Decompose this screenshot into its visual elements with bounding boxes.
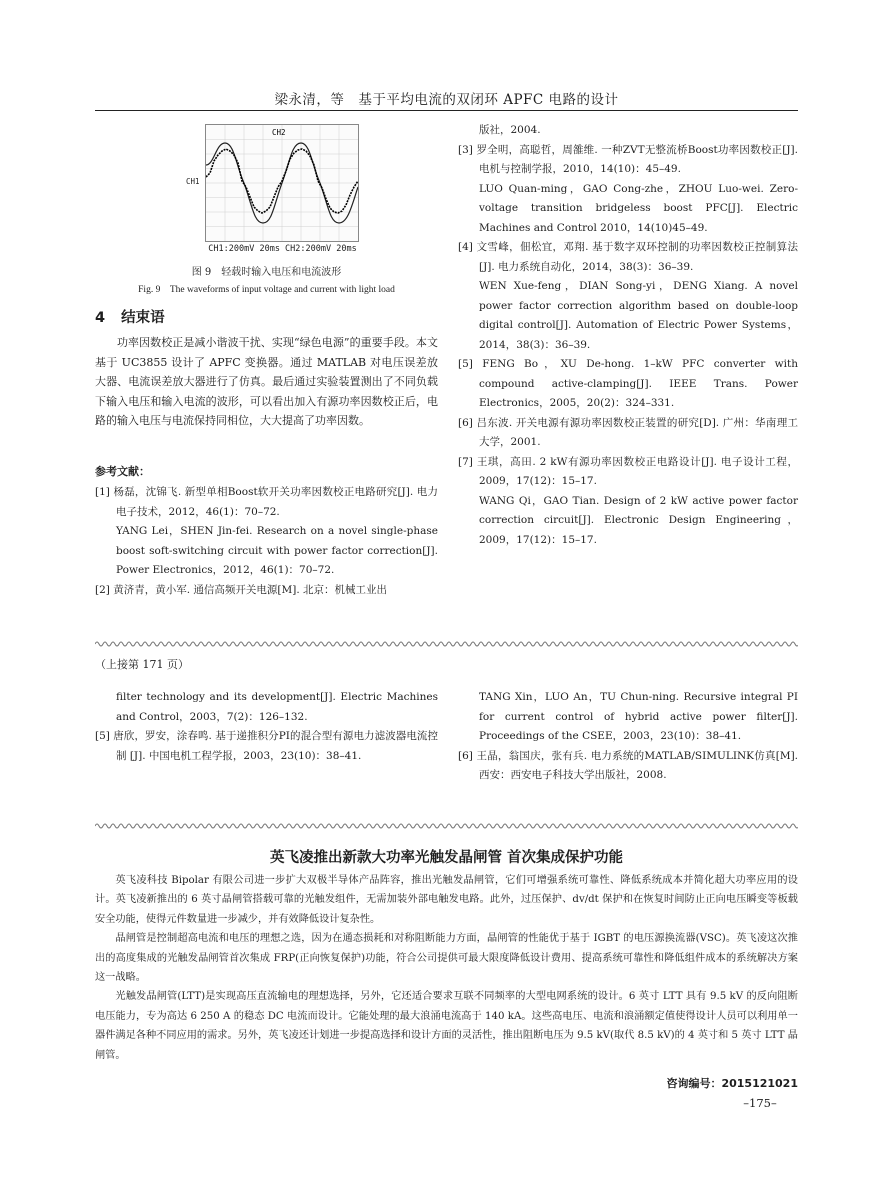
news-body [95,871,798,1065]
reference-item: [2] 黄济青，黄小军. 通信高频开关电源[M]. 北京：机械工业出 [95,583,388,596]
section-heading [95,306,438,327]
continued-refs-left [95,688,438,766]
reference-continuation: 版社，2004. [479,124,541,136]
continued-refs-right [458,688,798,786]
conclusion-paragraph: 功率因数校正是减小谐波干扰、实现“绿色电源”的重要手段。本文基于 UC3855 设计了 APFC 变换器。通过 MATLAB 对电压误差放大器、电流误差放大器进行了仿真。最后通过实验装置测出了不同负载下输入电压和输入电流的波形，可以看出加入有源功率因数校正后，电路的输入电压与电流保持同相位，大大提高了功率因数。 [95,336,438,427]
references-right [458,121,798,550]
reference-item-en: YANG Lei，SHEN Jin-fei. Research on a novel single-phase boost soft-switching circuit with power factor correction[J]. Power Electronics，2012，46(1)：70–72. [116,525,438,576]
wavy-divider [95,640,798,648]
wavy-divider [95,822,798,830]
reference-item: [1] 杨磊，沈锦飞. 新型单相Boost软开关功率因数校正电路研究[J]. 电力电子技术，2012，46(1)：70–72. [95,486,438,518]
conclusion-body [95,333,438,431]
consult-number: 咨询编号：2015121021 [666,1077,798,1090]
news-paragraph: 晶闸管是控制超高电流和电压的理想之选，因为在通态损耗和对称阻断能力方面，晶闸管的性能优于基于 IGBT 的电压源换流器(VSC)。英飞凌这次推出的高度集成的光触发晶闸管首次集成 FRP(正向恢复保护)功能，符合公司提供可最大限度降低设计费用、提高系统可靠性和降低组件成本的系统解决方案这一战略。 [95,933,798,984]
reference-item-en: LUO Quan-ming，GAO Cong-zhe，ZHOU Luo-wei. Zero-voltage transition bridgeless boost PFC[J]. Electric Machines and Control 2010，14(10)45–49. [479,182,798,234]
page-number: –175– [743,1096,777,1110]
reference-item-en: WANG Qi，GAO Tian. Design of 2 kW active power factor correction circuit[J]. Electronic Design Engineering，2009，17(12)：15–17. [479,494,798,546]
ch2-marker: CH2 [272,128,286,137]
reference-item-en: WEN Xue-feng，DIAN Song-yi，DENG Xiang. A novel power factor correction algorithm based on double-loop digital control[J]. Automation of Electric Power Systems，2014，38(3)：36–39. [479,280,798,351]
reference-item-en: filter technology and its development[J]. Electric Machines and Control，2003，7(2)：126–132. [116,691,438,723]
waveform-plot [206,125,358,241]
oscilloscope-figure [205,124,359,242]
reference-item: [6] 吕东波. 开关电源有源功率因数校正装置的研究[D]. 广州：华南理工大学，2001. [458,416,798,448]
section-number: 4 [95,310,106,326]
ch1-side-label: CH1 [186,177,200,186]
references-heading: 参考文献： [95,465,150,478]
figure-caption-cn: 图 9 轻载时输入电压和电流波形 [191,267,342,278]
continued-from-note: （上接第 171 页） [95,658,189,671]
header-rule [95,110,798,111]
news-title: 英飞凌推出新款大功率光触发晶闸管 首次集成保护功能 [269,850,624,866]
reference-item-en: TANG Xin，LUO An，TU Chun-ning. Recursive integral PI for current control of hybrid active power filter[J]. Proceedings of the CSEE，2003，23(10)：38–41. [479,691,798,742]
reference-item: [6] 王晶，翁国庆，张有兵. 电力系统的MATLAB/SIMULINK仿真[M]. 西安：西安电子科技大学出版社，2008. [458,749,798,781]
reference-item: [3] 罗全明，高聪哲，周雒维. 一种ZVT无整流桥Boost功率因数校正[J]. 电机与控制学报，2010，14(10)：45–49. [458,143,798,175]
references-left [95,483,438,600]
reference-item: [4] 文雪峰，佃松宜，邓翔. 基于数字双环控制的功率因数校正控制算法[J]. 电力系统自动化，2014，38(3)：36–39. [458,241,798,273]
figure-caption-en: Fig. 9 The waveforms of input voltage and current with light load [138,285,395,295]
scope-scale-readout: CH1:200mV 20ms CH2:200mV 20ms [208,244,357,254]
reference-item: [5] 唐欣，罗安，涂春鸣. 基于递推积分PI的混合型有源电力滤波器电流控制 [J]. 中国电机工程学报，2003，23(10)：38–41. [95,730,438,762]
news-paragraph: 光触发晶闸管(LTT)是实现高压直流输电的理想选择，另外，它还适合要求互联不同频率的大型电网系统的设计。6 英寸 LTT 具有 9.5 kV 的反向阻断电压能力，专为高达 6 250 A 的稳态 DC 电流而设计。它能处理的最大浪涌电流高于 140 kA。这些高电压、电流和浪涌额定值使得设计人员可以利用单一器件满足各种不同应用的需求。另外，英飞凌还计划进一步提高选择和设计方面的灵活性，推出阻断电压为 9.5 kV(取代 8.5 kV)的 4 英寸和 5 英寸 LTT 晶闸管。 [95,991,798,1061]
news-paragraph: 英飞凌科技 Bipolar 有限公司进一步扩大双极半导体产品阵容，推出光触发晶闸管，它们可增强系统可靠性、降低系统成本并简化超大功率应用的设计。英飞凌新推出的 6 英寸晶闸管搭载可靠的光触发组件，无需加装外部电触发电路。此外，过压保护、dv/dt 保护和在恢复时间防止正向电压瞬变等板载安全功能，使得元件数量进一步减少，并有效降低设计复杂性。 [95,875,798,925]
reference-item: [5] FENG Bo，XU De-hong. 1–kW PFC converter with compound active-clamping[J]. IEEE Trans. Power Electronics，2005，20(2)：324–331. [458,358,798,409]
running-header: 梁永清，等 基于平均电流的双闭环 APFC 电路的设计 [274,92,619,108]
reference-item: [7] 王琪，高田. 2 kW有源功率因数校正电路设计[J]. 电子设计工程，2009，17(12)：15–17. [458,455,798,487]
section-title: 结束语 [121,310,165,326]
